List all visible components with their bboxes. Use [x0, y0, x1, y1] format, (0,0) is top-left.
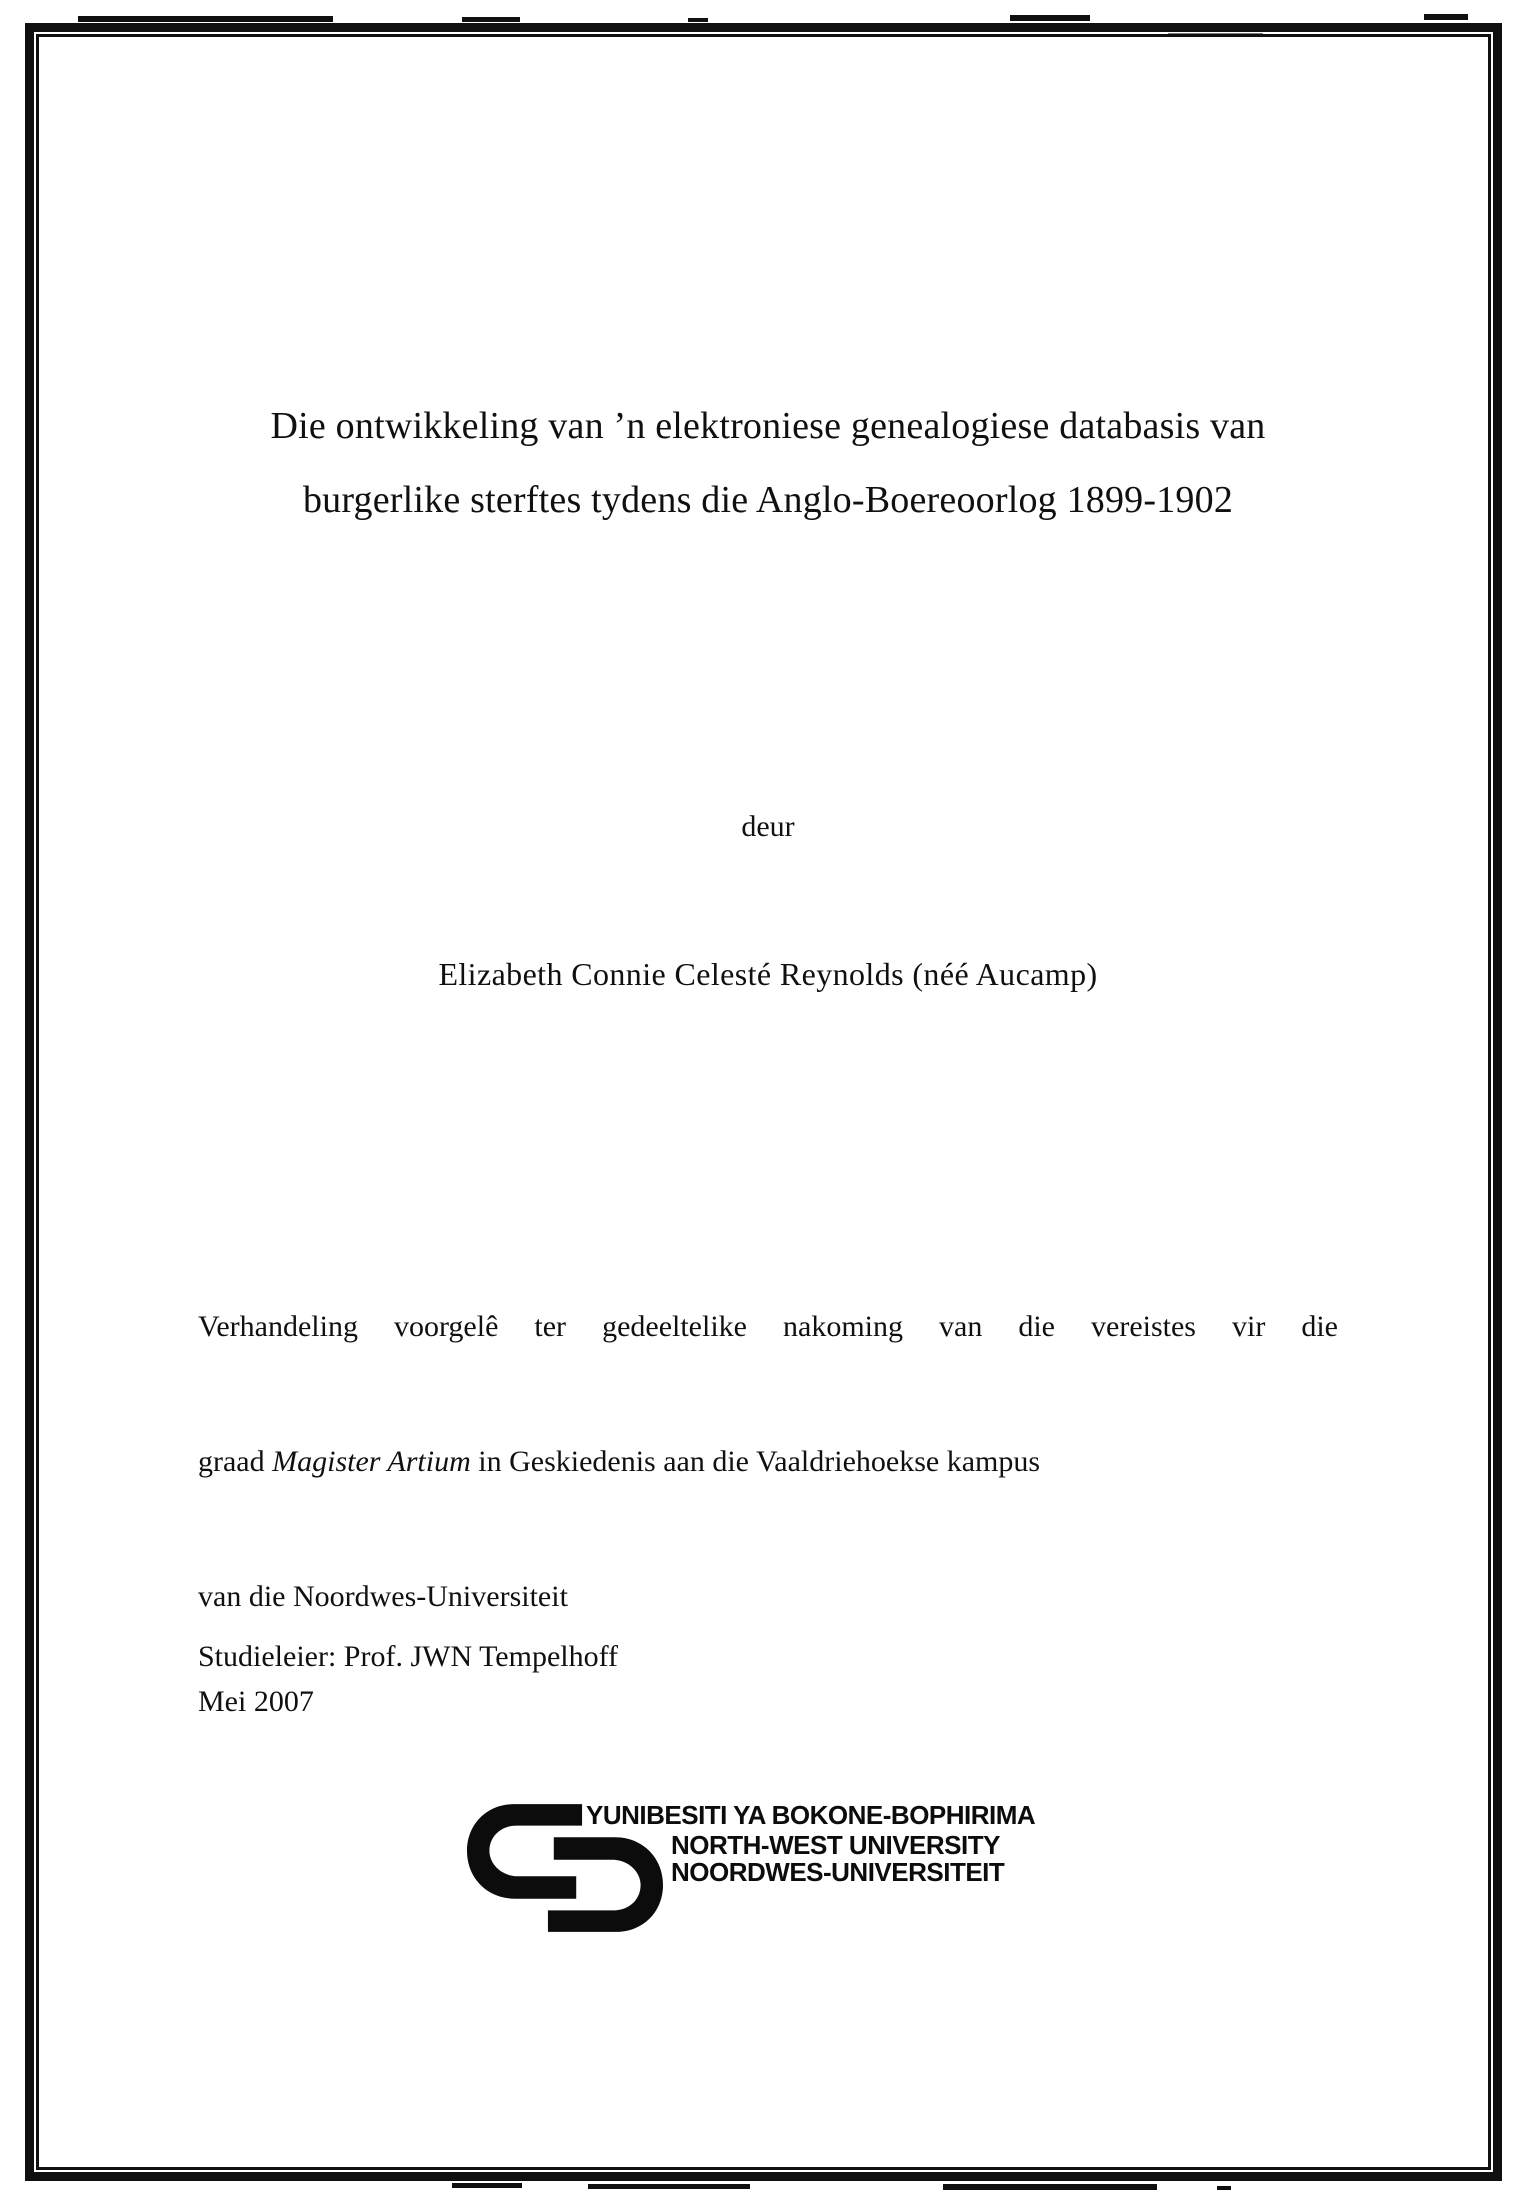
scan-artifact	[1010, 15, 1090, 21]
scan-artifact	[462, 17, 520, 22]
statement-line-2-post: in Geskiedenis aan die Vaaldriehoekse kampus	[470, 1445, 1041, 1478]
degree-name: Magister Artium	[272, 1445, 471, 1478]
scan-artifact	[1217, 2186, 1231, 2190]
thesis-title-line-2: burgerlike sterftes tydens die Anglo-Boereoorlog 1899-1902	[302, 479, 1234, 521]
scan-artifact	[943, 2184, 1157, 2190]
statement-line-1: Verhandeling voorgelê ter gedeeltelike nakoming van die vereistes vir die	[198, 1310, 1338, 1343]
supervisor-block	[198, 1634, 1338, 1724]
scan-artifact	[588, 2184, 750, 2189]
statement-line-2	[198, 1439, 1338, 1484]
date-line: Mei 2007	[198, 1685, 314, 1718]
statement-line-2-pre: graad	[198, 1445, 273, 1478]
thesis-title-line-1: Die ontwikkeling van ’n elektroniese genealogiese databasis van	[270, 405, 1266, 447]
scan-artifact	[688, 18, 708, 22]
supervisor-line: Studieleier: Prof. JWN Tempelhoff	[198, 1640, 619, 1673]
statement-line-3: van die Noordwes-Universiteit	[198, 1580, 568, 1613]
scan-artifact	[1424, 14, 1468, 20]
byline: deur	[741, 810, 795, 843]
logo-text-english: NORTH-WEST UNIVERSITY	[671, 1830, 1000, 1860]
scan-artifact	[78, 16, 333, 22]
logo-text-setswana: YUNIBESITI YA BOKONE-BOPHIRIMA	[586, 1800, 1036, 1830]
logo-text-afrikaans: NOORDWES-UNIVERSITEIT	[671, 1857, 1005, 1887]
author-name: Elizabeth Connie Celesté Reynolds (néé Aucamp)	[438, 956, 1098, 992]
scan-artifact	[452, 2183, 522, 2188]
